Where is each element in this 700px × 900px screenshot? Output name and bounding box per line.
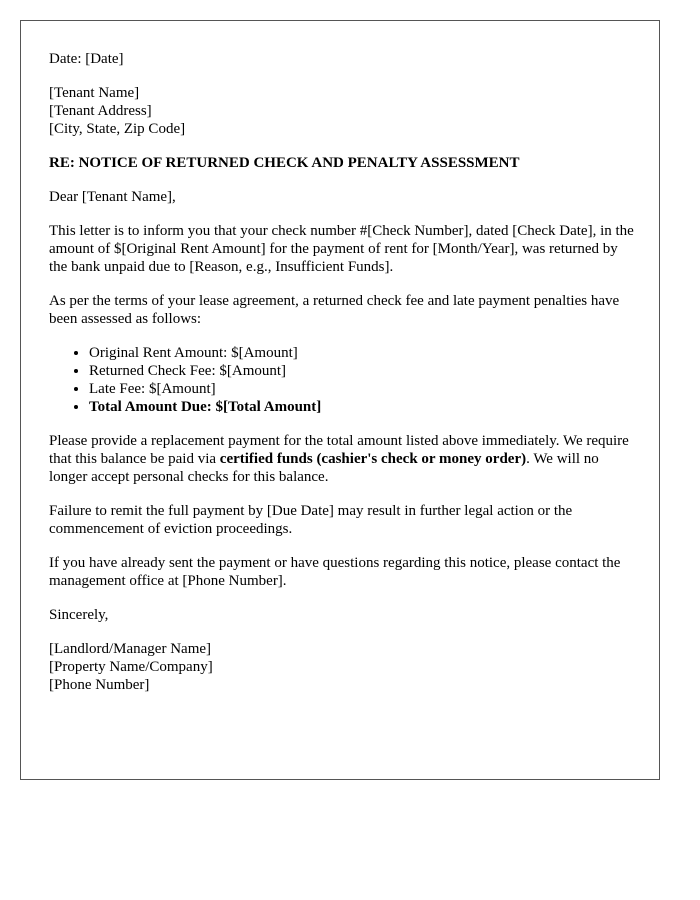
replacement-text-after: . We will no longer accept personal checks for this balance. [49, 451, 599, 485]
charge-returned-check-fee: • Returned Check Fee: $[Amount] [89, 362, 639, 380]
replacement-text-before: Please provide a replacement payment for the total amount listed above immediately. We require that this balance be paid via [49, 433, 629, 467]
signature-name: [Landlord/Manager Name] [49, 641, 212, 657]
paragraph-contact: If you have already sent the payment or have questions regarding this notice, please contact the management office at [Phone Number]. [49, 555, 621, 589]
signature-company: [Property Name/Company] [49, 659, 213, 675]
tenant-name: [Tenant Name] [49, 85, 140, 101]
letter-body [49, 50, 639, 710]
paragraph-replacement-payment [49, 432, 639, 486]
certified-funds-text: certified funds (cashier's check or money order) [219, 451, 527, 467]
date-line: Date: [Date] [49, 51, 124, 67]
paragraph-penalties: As per the terms of your lease agreement, a returned check fee and late payment penalties have been assessed as follows: [49, 293, 620, 327]
signature-phone: [Phone Number] [49, 677, 150, 693]
salutation: Dear [Tenant Name], [49, 189, 176, 205]
letter-page [20, 20, 660, 780]
closing: Sincerely, [49, 607, 109, 623]
charge-total-due: • Total Amount Due: $[Total Amount] [89, 398, 639, 416]
signature-block [49, 640, 639, 694]
charges-list [49, 344, 639, 416]
charge-original-rent: • Original Rent Amount: $[Amount] [89, 344, 639, 362]
charge-late-fee: • Late Fee: $[Amount] [89, 380, 639, 398]
tenant-address-block [49, 84, 639, 138]
tenant-city-state-zip: [City, State, Zip Code] [49, 121, 186, 137]
subject-line: RE: NOTICE OF RETURNED CHECK AND PENALTY ASSESSMENT [49, 155, 520, 171]
paragraph-legal-action: Failure to remit the full payment by [Due Date] may result in further legal action or the commencement of eviction proceedings. [49, 503, 573, 537]
paragraph-returned-check: This letter is to inform you that your check number #[Check Number], dated [Check Date], in the amount of $[Original Rent Amount] for the payment of rent for [Month/Year], was returned by the bank unpaid due to [Reason, e.g., Insufficient Funds]. [49, 223, 634, 275]
tenant-address: [Tenant Address] [49, 103, 152, 119]
